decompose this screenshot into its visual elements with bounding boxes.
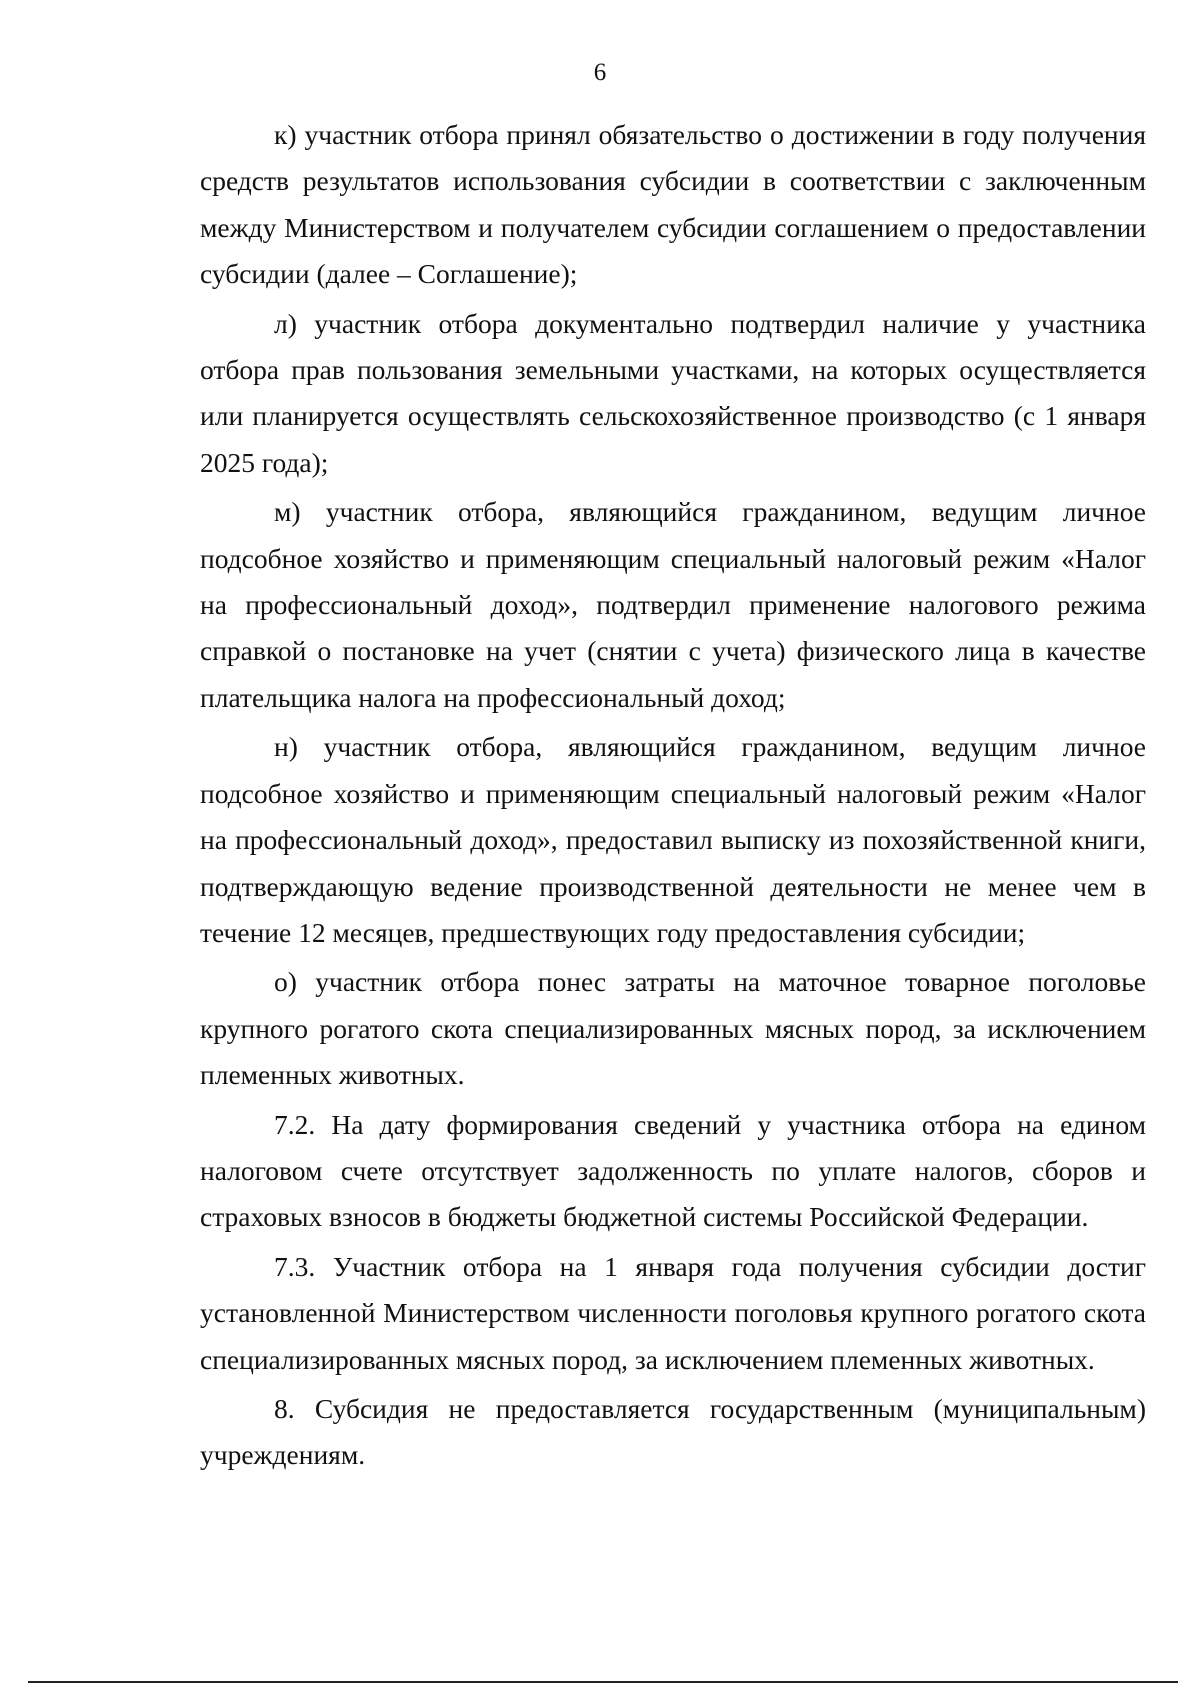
paragraph-n: н) участник отбора, являющийся гражданином, ведущим личное подсобное хозяйство и применяющим специальный налоговый режим «Налог на профессиональный доход», предоставил выписку из похозяйственной книги, подтверждающую ведение производственной деятельности не менее чем в течение 12 месяцев, предшествующих году предоставления субсидии; <box>200 731 1146 948</box>
paragraph-l: л) участник отбора документально подтвердил наличие у участника отбора прав пользования земельными участками, на которых осуществляется или планируется осуществлять сельскохозяйственное производство (с 1 января 2025 года); <box>200 307 1146 478</box>
scan-edge-line <box>28 1681 1178 1683</box>
paragraph-8: 8. Субсидия не предоставляется государственным (муниципальным) учреждениям. <box>200 1392 1146 1471</box>
paragraph-7-3: 7.3. Участник отбора на 1 января года получения субсидии достиг установленной Министерством численности поголовья крупного рогатого скота специализированных мясных пород, за исключением племенных животных. <box>200 1250 1146 1375</box>
paragraph-m: м) участник отбора, являющийся гражданином, ведущим личное подсобное хозяйство и применяющим специальный налоговый режим «Налог на профессиональный доход», подтвердил применение налогового режима справкой о постановке на учет (снятии с учета) физического лица в качестве плательщика налога на профессиональный доход; <box>200 496 1146 713</box>
document-body <box>200 112 1146 1482</box>
paragraph-7-2: 7.2. На дату формирования сведений у участника отбора на едином налоговом счете отсутствует задолженность по уплате налогов, сборов и страховых взносов в бюджеты бюджетной системы Российской Федерации. <box>200 1108 1146 1233</box>
page-number: 6 <box>593 59 607 86</box>
paragraph-k: к) участник отбора принял обязательство о достижении в году получения средств результатов использования субсидии в соответствии с заключенным между Министерством и получателем субсидии соглашением о предоставлении субсидии (далее – Соглашение); <box>200 119 1146 290</box>
paragraph-o: о) участник отбора понес затраты на маточное товарное поголовье крупного рогатого скота специализированных мясных пород, за исключением племенных животных. <box>200 966 1146 1091</box>
